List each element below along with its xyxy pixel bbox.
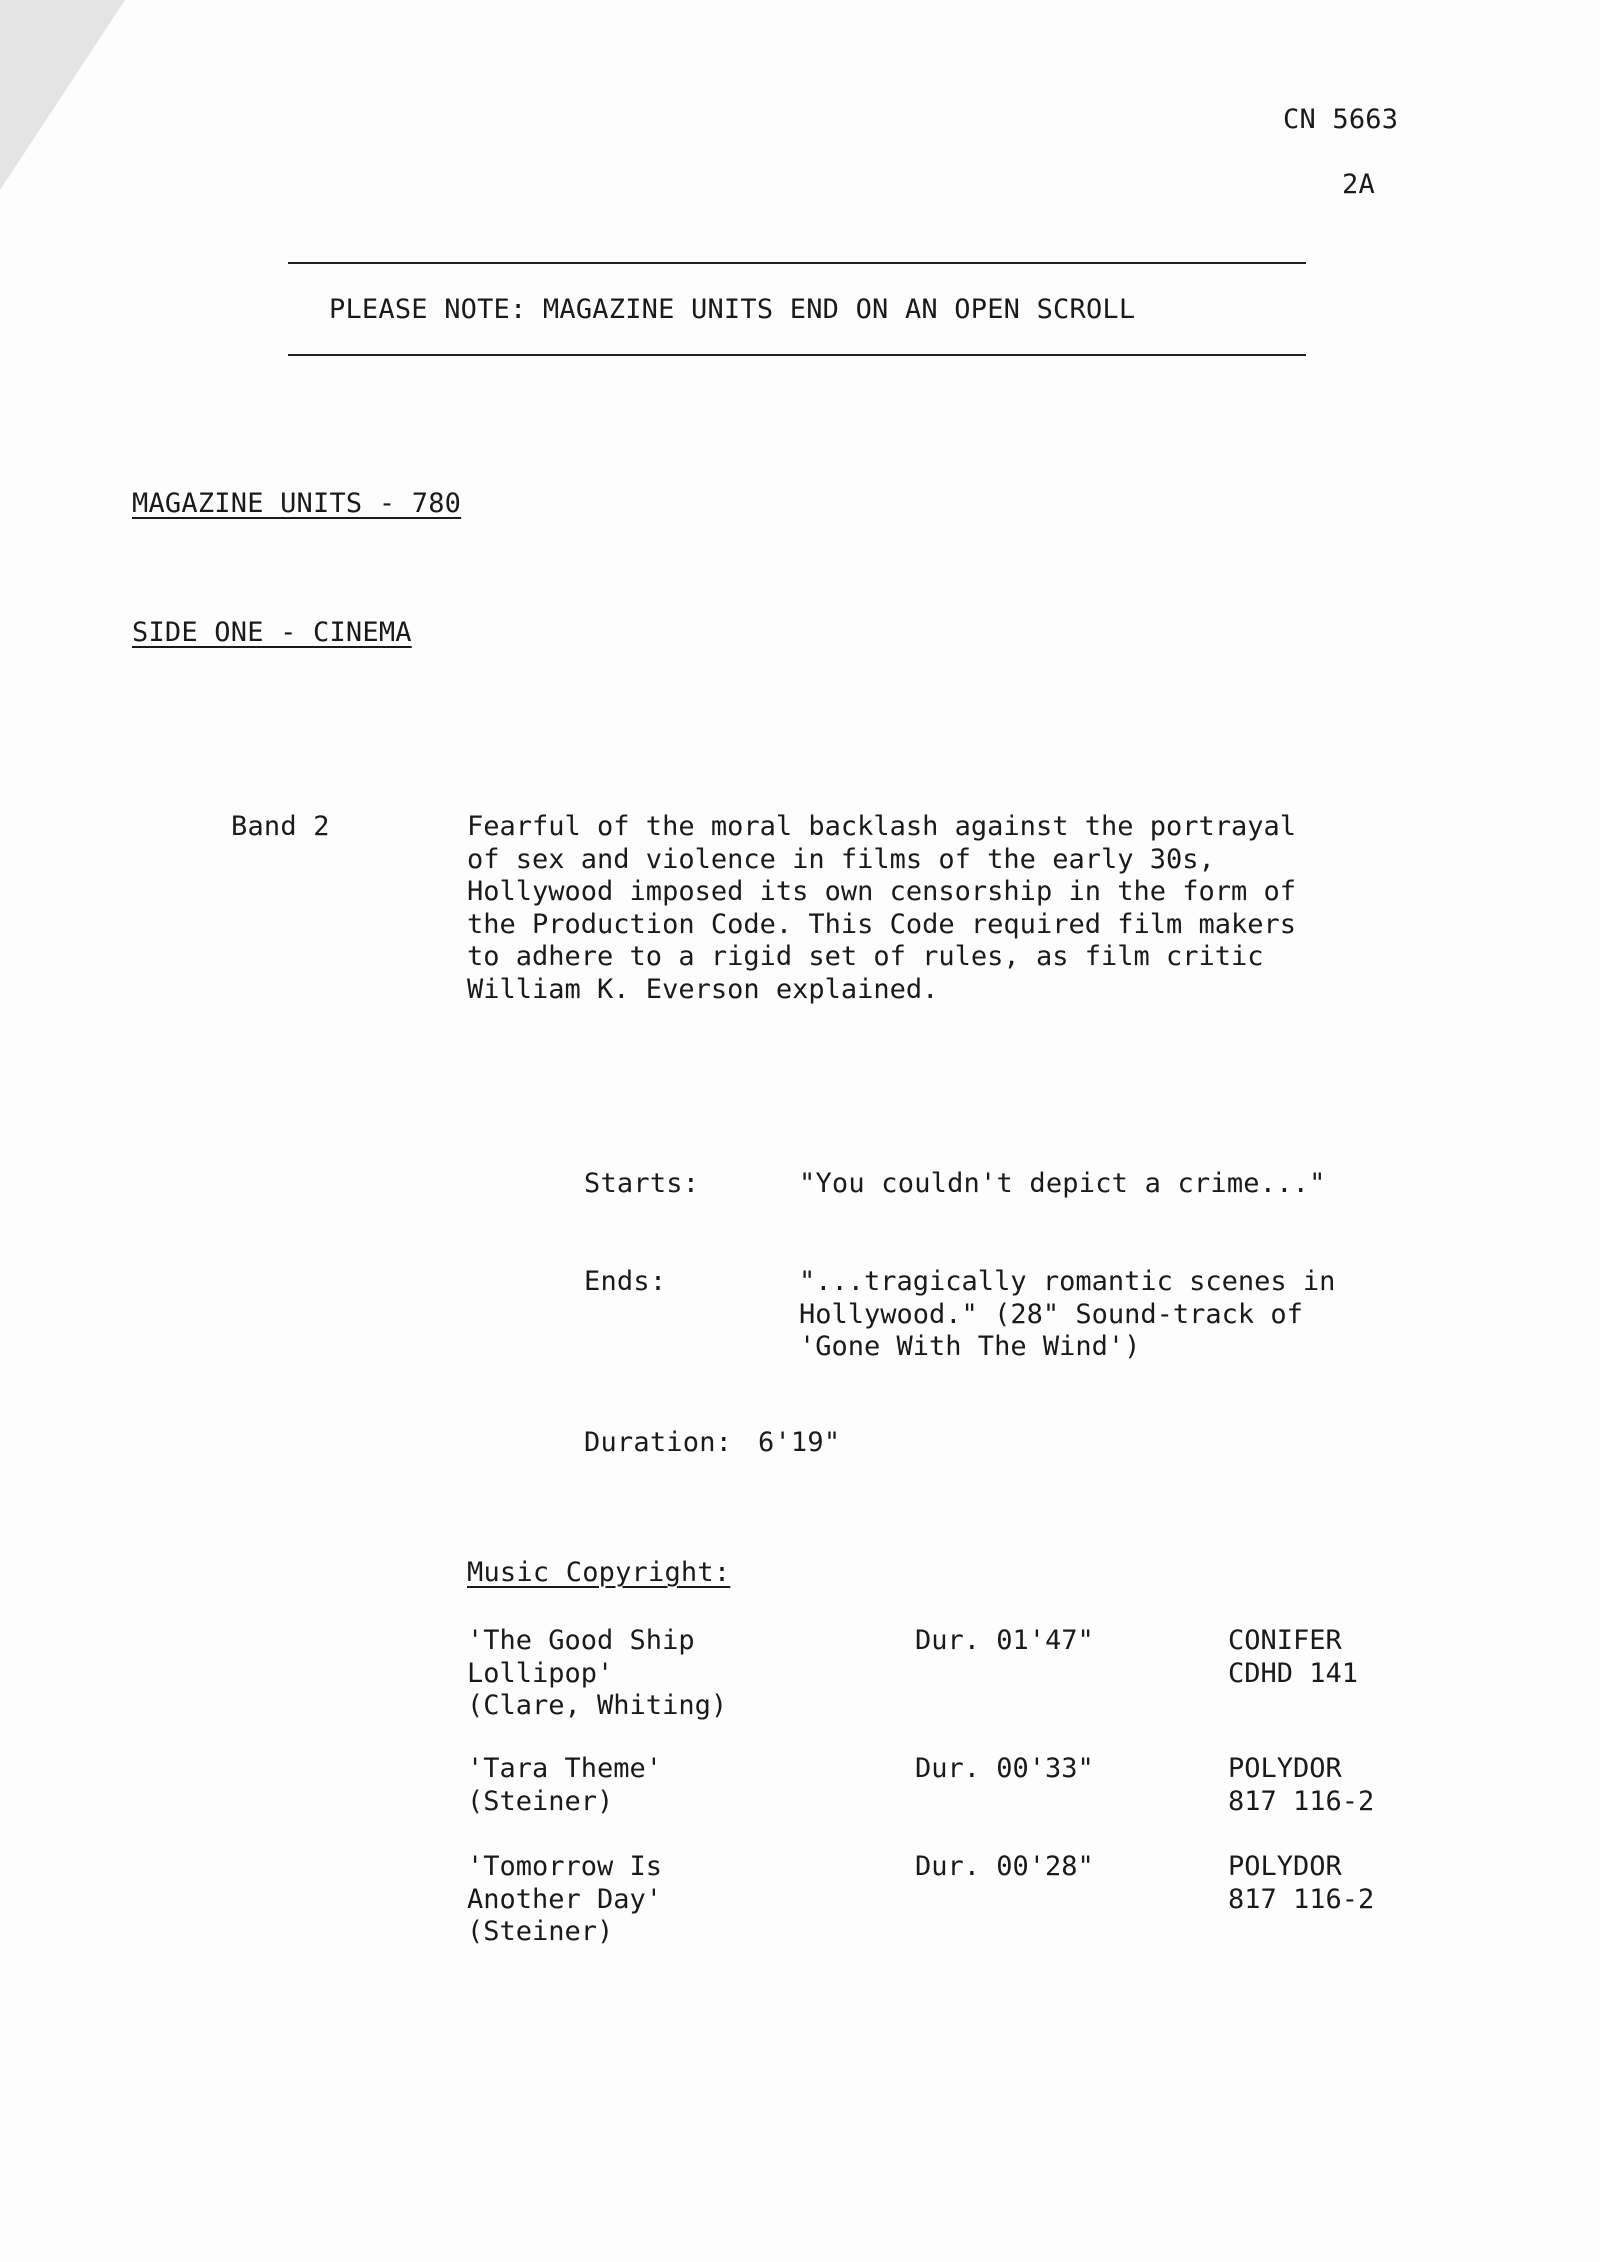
side-heading: SIDE ONE - CINEMA: [132, 617, 412, 648]
music-label: POLYDOR 817 116-2: [1228, 1753, 1375, 1817]
duration-label: Duration:: [584, 1427, 733, 1458]
music-duration: Dur. 00'33": [915, 1753, 1094, 1784]
band-label: Band 2: [231, 811, 330, 842]
music-title: 'The Good Ship Lollipop' (Clare, Whiting): [467, 1625, 728, 1721]
folded-corner: [0, 0, 125, 190]
music-copyright-heading: Music Copyright:: [467, 1557, 731, 1588]
notice-top-rule: [288, 262, 1306, 264]
notice-bottom-rule: [288, 354, 1306, 356]
starts-value: "You couldn't depict a crime...": [799, 1168, 1326, 1199]
music-title: 'Tomorrow Is Another Day' (Steiner): [467, 1851, 663, 1947]
music-label: CONIFER CDHD 141: [1228, 1625, 1359, 1689]
open-scroll-notice: PLEASE NOTE: MAGAZINE UNITS END ON AN OPEN SCROLL: [329, 294, 1136, 325]
ends-value: "...tragically romantic scenes in Hollywood." (28" Sound-track of 'Gone With The Wind'): [799, 1266, 1336, 1362]
music-duration: Dur. 01'47": [915, 1625, 1094, 1656]
catalogue-number: CN 5663: [1283, 104, 1399, 135]
page-code: 2A: [1342, 169, 1375, 200]
music-label: POLYDOR 817 116-2: [1228, 1851, 1375, 1915]
ends-label: Ends:: [584, 1266, 667, 1297]
starts-label: Starts:: [584, 1168, 700, 1199]
band-description: Fearful of the moral backlash against the portrayal of sex and violence in films of the early 30s, Hollywood imposed its own censorship in the form of the Production Code. This Code required film makers to adhere to a rigid set of rules, as film critic William K. Everson explained.: [467, 811, 1297, 1005]
duration-value: 6'19": [758, 1427, 841, 1458]
music-duration: Dur. 00'28": [915, 1851, 1094, 1882]
magazine-units-heading: MAGAZINE UNITS - 780: [132, 488, 462, 519]
music-title: 'Tara Theme' (Steiner): [467, 1753, 663, 1817]
